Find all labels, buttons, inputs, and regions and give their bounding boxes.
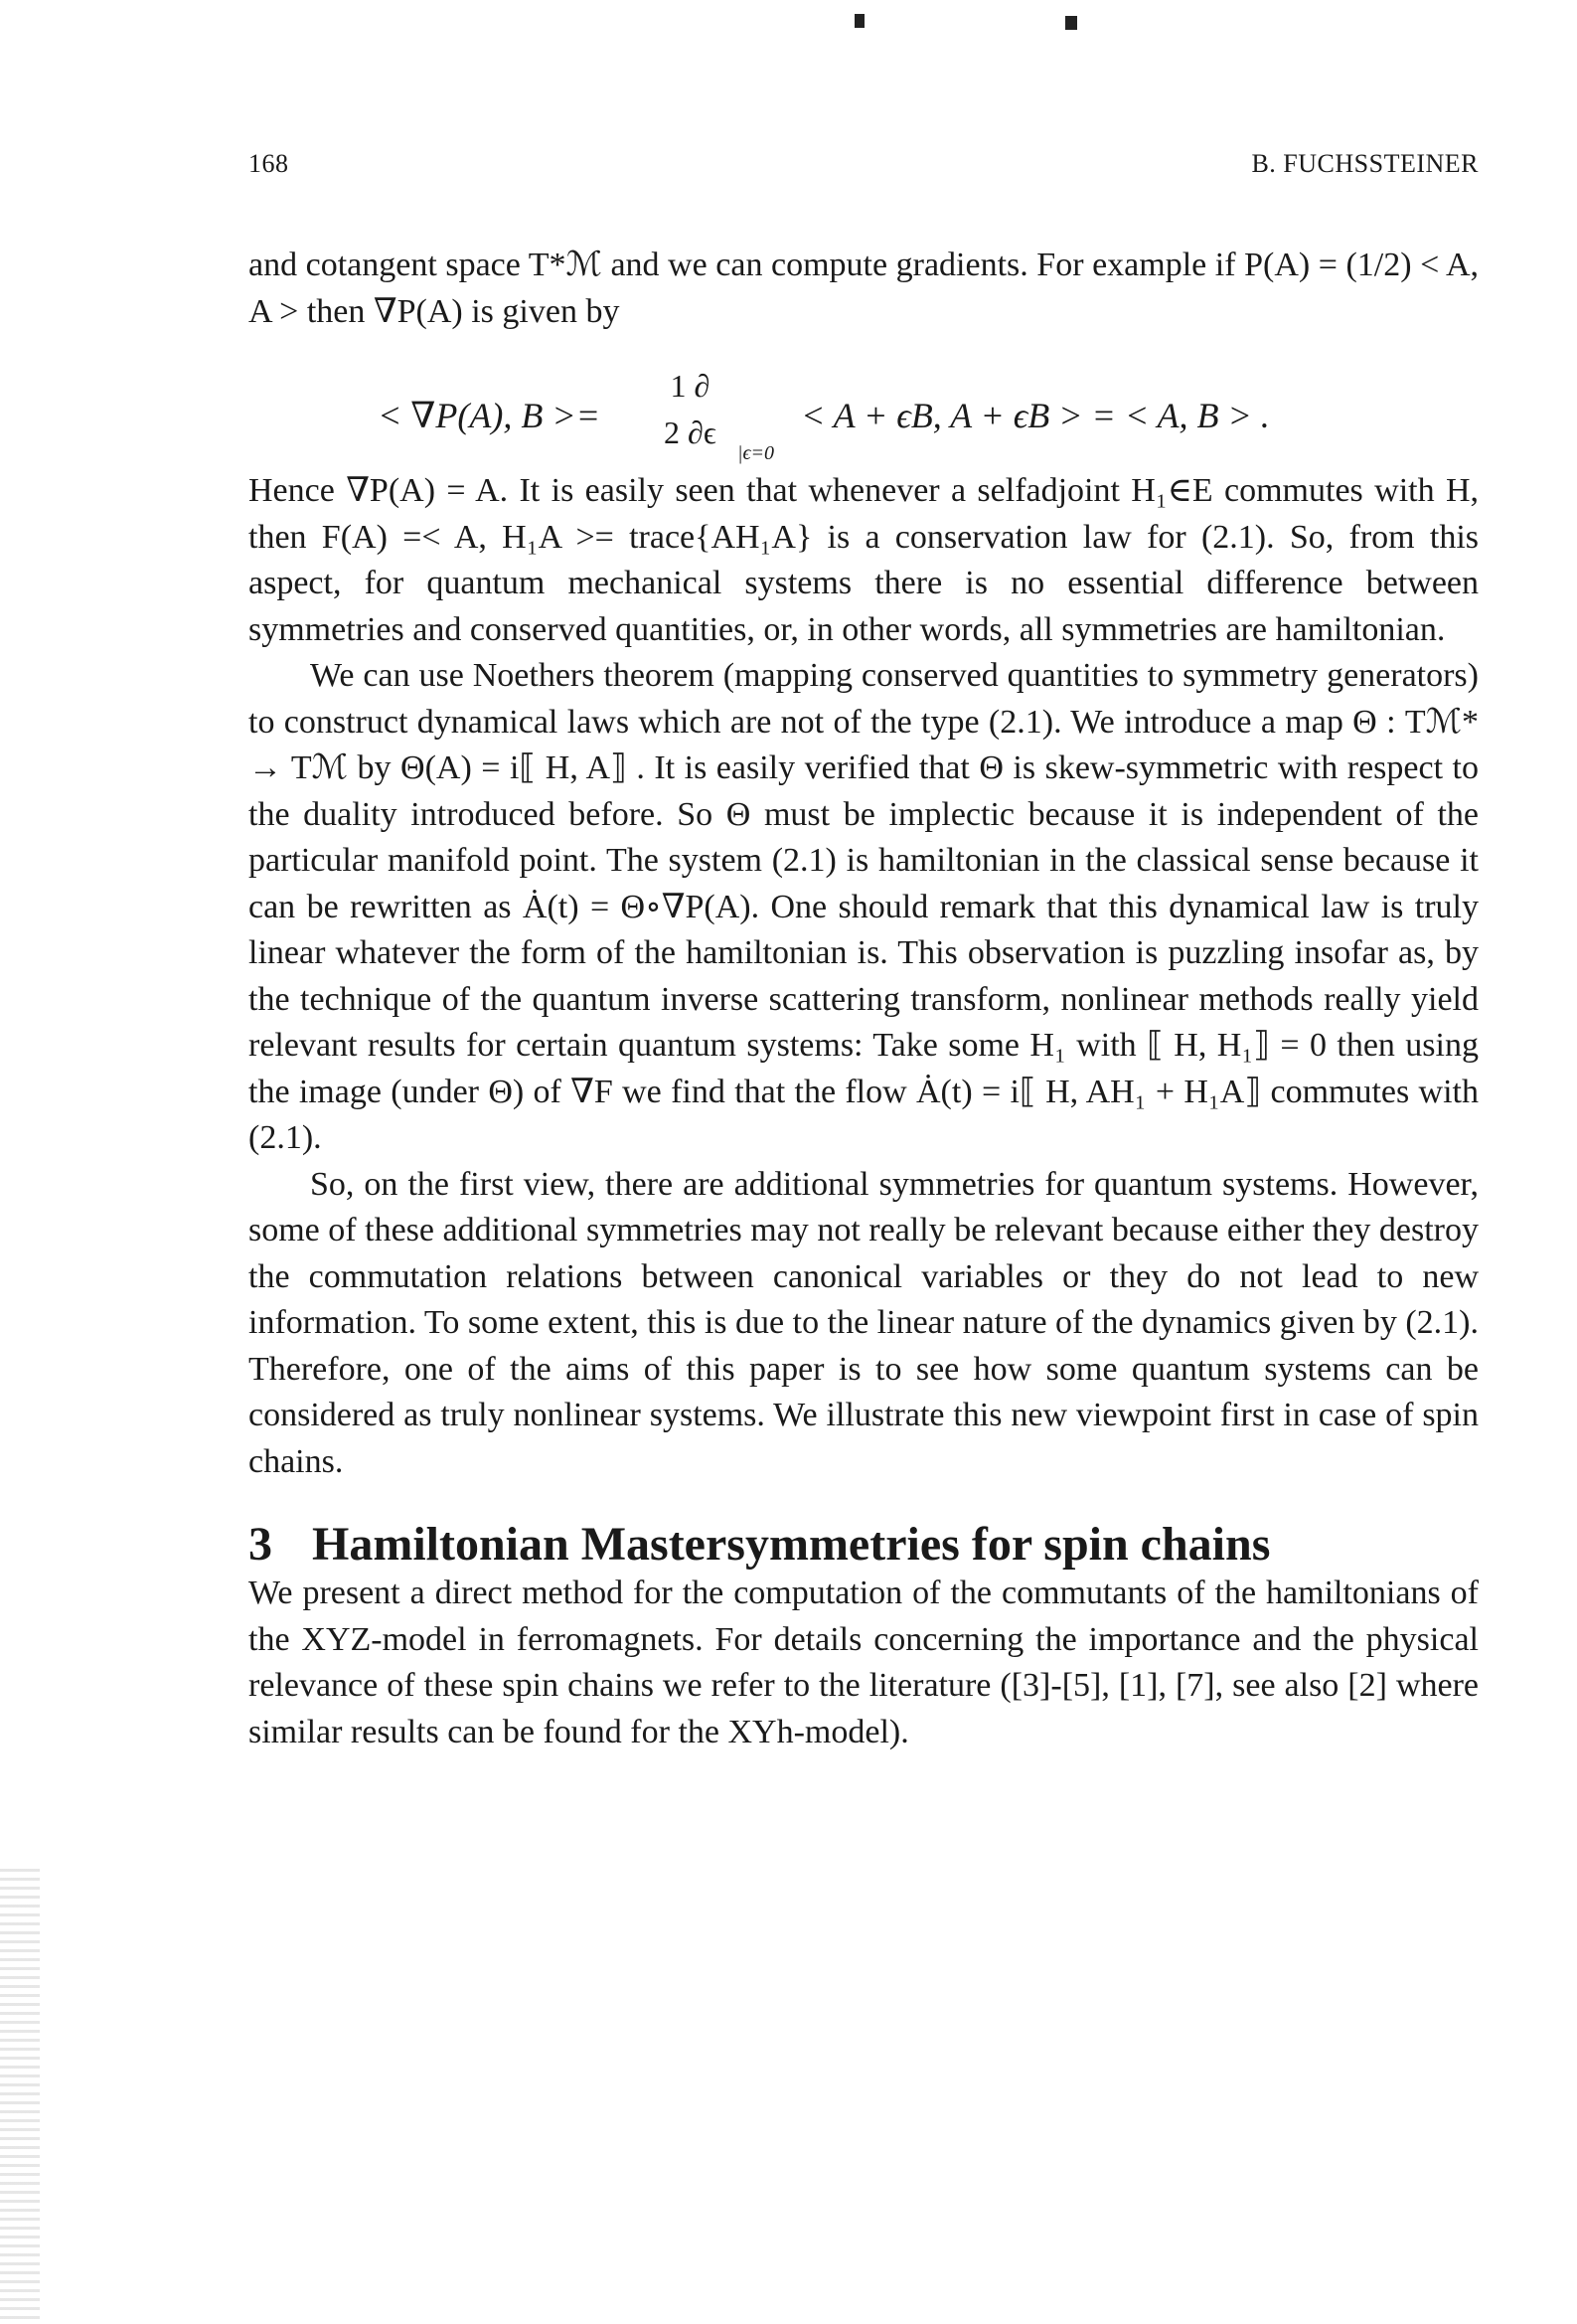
section-heading (248, 1519, 1479, 1571)
equation-lhs: < ∇P(A), B >= (378, 396, 600, 435)
paragraph-4: So, on the first view, there are additional symmetries for quantum systems. However, some of these additional symmetries may not really be relevant because either they destroy the commutation relations between canonical variables or they do not lead to new information. To some extent, this is due to the linear nature of the dynamics given by (2.1). Therefore, one of the aims of this paper is to see how some quantum systems can be considered as truly nonlinear systems. We illustrate this new viewpoint first in case of spin chains. (248, 1165, 1479, 1480)
paragraph-3: We can use Noethers theorem (mapping conserved quantities to symmetry generators) to construct dynamical laws which are not of the type (2.1). We introduce a map Θ : Tℳ* → Tℳ by Θ(A) = i⟦ H, A⟧ . It is easily verified that Θ is skew-symmetric with respect to the duality introduced before. So Θ must be implectic because it is independent of the particular manifold point. The system (2.1) is hamiltonian in the classical sense because it can be rewritten as Ȧ(t) = Θ∘∇P(A). One should remark that this dynamical law is truly linear whatever the form of the hamiltonian is. This observation is puzzling insofar as, by the technique of the quantum inverse scattering transform, nonlinear methods really yield relevant results for certain quantum systems: Take some H₁ with ⟦ H, H₁⟧ = 0 then using the image (under Θ) of ∇F we find that the flow Ȧ(t) = i⟦ H, AH₁ + H₁A⟧ commutes with (2.1). (248, 657, 1479, 1156)
section-number: 3 (248, 1518, 272, 1571)
running-header (248, 149, 1479, 179)
gradient-equation (248, 353, 1479, 462)
fraction-numerator: 1 ∂ (670, 368, 710, 404)
section-title: Hamiltonian Mastersymmetries for spin chains (312, 1518, 1271, 1571)
equation-subscript: |ϵ=0 (737, 442, 775, 464)
main-body (248, 243, 1479, 1755)
page-number: 168 (248, 149, 289, 178)
fraction-denominator: 2 ∂ϵ (664, 414, 716, 450)
equation-fraction (664, 363, 716, 455)
paragraph-1: and cotangent space T*ℳ and we can compute gradients. For example if P(A) = (1/2) < A, A > then ∇P(A) is given by (248, 247, 1479, 330)
scan-mark (1065, 16, 1077, 30)
equation-rhs: < A + ϵB, A + ϵB > = < A, B > . (801, 396, 1270, 435)
section-paragraph: We present a direct method for the computation of the commutants of the hamiltonians of the XYZ-model in ferromagnets. For details concerning the importance and the physical relevance of these spin chains we refer to the literature ([3]-[5], [1], [7], see also [2] where similar results can be found for the XYh-model). (248, 1575, 1479, 1750)
author-name: B. FUCHSSTEINER (1251, 149, 1479, 178)
scan-edge-noise (0, 1869, 40, 2324)
paragraph-2: Hence ∇P(A) = A. It is easily seen that whenever a selfadjoint H₁∈E commutes with H, then F(A) =< A, H₁A >= trace{AH₁A} is a conservation law for (2.1). So, from this aspect, for quantum mechanical systems there is no essential difference between symmetries and conserved quantities, or, in other words, all symmetries are hamiltonian. (248, 472, 1479, 648)
scan-mark (855, 14, 865, 28)
paper-page (248, 149, 1479, 1755)
